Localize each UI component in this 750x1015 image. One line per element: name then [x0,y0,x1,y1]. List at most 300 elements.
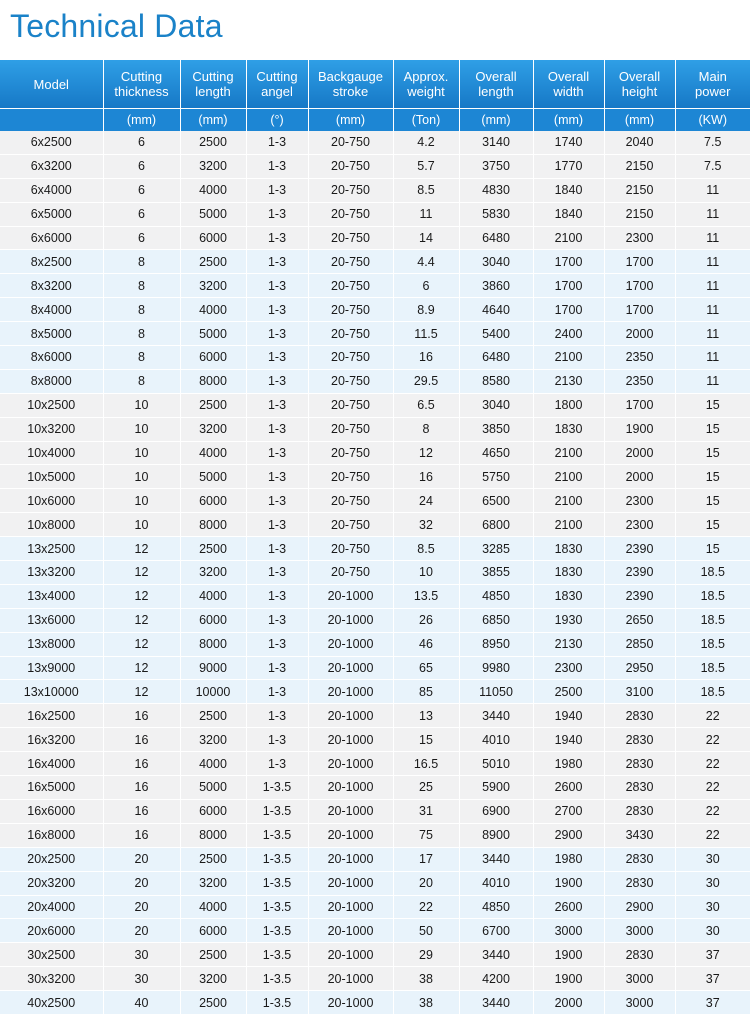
table-cell: 32 [393,513,459,537]
table-cell: 11 [675,202,750,226]
table-row [0,943,750,967]
table-cell: 8 [103,346,180,370]
table-row [0,752,750,776]
table-cell: 2830 [604,871,675,895]
table-cell: 12 [103,680,180,704]
table-cell: 2900 [604,895,675,919]
table-cell: 7.5 [675,154,750,178]
table-cell: 2400 [533,322,604,346]
table-cell: 20-1000 [308,680,393,704]
table-cell: 17 [393,847,459,871]
table-cell: 22 [393,895,459,919]
table-cell: 1700 [604,250,675,274]
table-cell: 85 [393,680,459,704]
column-header-label: Model [33,76,69,92]
column-unit: (KW) [675,109,750,132]
table-cell: 2130 [533,369,604,393]
table-cell: 20-1000 [308,728,393,752]
table-cell: 20-750 [308,178,393,202]
table-cell: 3200 [180,967,246,991]
table-cell: 1-3.5 [246,919,308,943]
table-cell: 1800 [533,393,604,417]
table-cell: 6.5 [393,393,459,417]
table-cell: 11 [675,346,750,370]
column-header [246,60,308,109]
model-cell: 6x3200 [0,154,103,178]
table-cell: 1940 [533,704,604,728]
table-cell: 2100 [533,226,604,250]
table-cell: 22 [675,776,750,800]
model-cell: 30x3200 [0,967,103,991]
table-cell: 11 [675,369,750,393]
column-header-label: angel [261,84,293,99]
table-cell: 1840 [533,178,604,202]
table-cell: 30 [675,847,750,871]
table-cell: 20-1000 [308,967,393,991]
table-cell: 15 [675,489,750,513]
table-cell: 1900 [533,943,604,967]
table-cell: 2500 [180,537,246,561]
model-cell: 10x2500 [0,393,103,417]
column-header [180,60,246,109]
table-row [0,704,750,728]
column-unit: (°) [246,109,308,132]
table-cell: 12 [103,537,180,561]
table-row [0,895,750,919]
table-cell: 6000 [180,608,246,632]
table-row [0,202,750,226]
table-cell: 75 [393,823,459,847]
table-cell: 11 [675,250,750,274]
table-cell: 2830 [604,943,675,967]
column-header-label: thickness [114,84,169,99]
column-header-label: Overall [475,69,517,84]
table-cell: 3100 [604,680,675,704]
table-cell: 2830 [604,799,675,823]
table-cell: 20-750 [308,274,393,298]
model-cell: 16x8000 [0,823,103,847]
table-cell: 16 [393,346,459,370]
table-cell: 15 [675,465,750,489]
table-cell: 2830 [604,728,675,752]
column-header [308,60,393,109]
table-cell: 13.5 [393,584,459,608]
table-row [0,489,750,513]
table-cell: 1900 [533,967,604,991]
model-cell: 16x4000 [0,752,103,776]
table-cell: 6900 [459,799,533,823]
table-cell: 3140 [459,131,533,154]
table-cell: 2500 [180,991,246,1015]
column-header-label: length [478,84,514,99]
table-cell: 8 [103,322,180,346]
model-cell: 6x4000 [0,178,103,202]
table-row [0,608,750,632]
table-cell: 8.5 [393,178,459,202]
table-cell: 20 [393,871,459,895]
table-row [0,417,750,441]
model-cell: 8x5000 [0,322,103,346]
table-cell: 6000 [180,489,246,513]
table-cell: 20-750 [308,393,393,417]
model-cell: 30x2500 [0,943,103,967]
table-cell: 1-3 [246,537,308,561]
column-unit: (mm) [308,109,393,132]
table-cell: 4000 [180,441,246,465]
table-cell: 1830 [533,537,604,561]
table-cell: 1700 [533,250,604,274]
table-cell: 26 [393,608,459,632]
column-header-label: Cutting [120,69,163,84]
table-cell: 16 [103,752,180,776]
table-cell: 2850 [604,632,675,656]
table-cell: 29 [393,943,459,967]
model-cell: 16x5000 [0,776,103,800]
table-cell: 1830 [533,584,604,608]
table-row [0,656,750,680]
table-cell: 12 [103,608,180,632]
table-cell: 1-3 [246,274,308,298]
column-header-label: weight [407,84,445,99]
table-cell: 16 [103,823,180,847]
column-header-label: stroke [332,84,369,99]
table-cell: 2830 [604,752,675,776]
table-cell: 1-3 [246,154,308,178]
table-cell: 20-1000 [308,943,393,967]
table-cell: 1-3.5 [246,799,308,823]
table-cell: 37 [675,943,750,967]
table-cell: 1-3 [246,178,308,202]
table-cell: 11050 [459,680,533,704]
table-cell: 3860 [459,274,533,298]
table-row [0,728,750,752]
table-cell: 37 [675,967,750,991]
model-cell: 8x4000 [0,298,103,322]
table-cell: 1-3 [246,584,308,608]
table-cell: 6500 [459,489,533,513]
table-cell: 20-750 [308,369,393,393]
table-cell: 1-3 [246,346,308,370]
table-cell: 20-1000 [308,656,393,680]
table-cell: 1-3.5 [246,967,308,991]
model-cell: 20x4000 [0,895,103,919]
table-row [0,823,750,847]
column-header-label: Overall [618,69,661,84]
table-cell: 20-1000 [308,919,393,943]
table-cell: 11 [675,298,750,322]
table-cell: 20-750 [308,298,393,322]
table-cell: 30 [675,895,750,919]
table-cell: 3200 [180,728,246,752]
table-cell: 1-3.5 [246,871,308,895]
table-cell: 6800 [459,513,533,537]
table-cell: 20-1000 [308,704,393,728]
table-cell: 2300 [604,226,675,250]
table-cell: 4850 [459,895,533,919]
table-cell: 2500 [180,704,246,728]
table-cell: 4640 [459,298,533,322]
table-cell: 2000 [604,465,675,489]
table-cell: 18.5 [675,561,750,585]
model-cell: 13x3200 [0,561,103,585]
table-cell: 4010 [459,871,533,895]
column-header-label: Overall [547,69,590,84]
table-cell: 2830 [604,776,675,800]
table-cell: 20-750 [308,537,393,561]
table-cell: 2900 [533,823,604,847]
table-cell: 12 [393,441,459,465]
table-cell: 20-750 [308,154,393,178]
table-cell: 20-1000 [308,799,393,823]
table-row [0,513,750,537]
table-row [0,871,750,895]
model-cell: 13x10000 [0,680,103,704]
table-cell: 1-3 [246,513,308,537]
table-cell: 20-750 [308,465,393,489]
table-cell: 1900 [533,871,604,895]
table-cell: 15 [393,728,459,752]
table-cell: 20-1000 [308,991,393,1015]
column-header [393,60,459,109]
model-cell: 16x6000 [0,799,103,823]
table-cell: 30 [675,871,750,895]
table-cell: 1900 [604,417,675,441]
table-cell: 8.5 [393,537,459,561]
model-cell: 13x4000 [0,584,103,608]
table-cell: 1-3.5 [246,991,308,1015]
table-cell: 3750 [459,154,533,178]
table-cell: 1-3 [246,680,308,704]
table-row [0,847,750,871]
table-cell: 18.5 [675,656,750,680]
table-cell: 38 [393,967,459,991]
table-cell: 6700 [459,919,533,943]
table-row [0,250,750,274]
table-cell: 20 [103,847,180,871]
table-cell: 1-3 [246,632,308,656]
table-cell: 5.7 [393,154,459,178]
table-row [0,322,750,346]
table-row [0,799,750,823]
column-header [459,60,533,109]
table-cell: 5010 [459,752,533,776]
table-cell: 3000 [604,991,675,1015]
table-cell: 5750 [459,465,533,489]
table-cell: 8000 [180,369,246,393]
table-cell: 29.5 [393,369,459,393]
table-cell: 1740 [533,131,604,154]
table-cell: 1980 [533,847,604,871]
table-cell: 37 [675,991,750,1015]
column-header [533,60,604,109]
table-cell: 6000 [180,226,246,250]
column-header [675,60,750,109]
table-cell: 8950 [459,632,533,656]
table-cell: 2130 [533,632,604,656]
table-cell: 10 [103,417,180,441]
model-cell: 10x8000 [0,513,103,537]
header-row [0,60,750,109]
table-cell: 1-3 [246,752,308,776]
table-cell: 1-3 [246,393,308,417]
column-unit: (mm) [604,109,675,132]
table-cell: 20-750 [308,250,393,274]
table-cell: 20-750 [308,226,393,250]
table-row [0,465,750,489]
table-cell: 4650 [459,441,533,465]
table-row [0,393,750,417]
model-cell: 8x2500 [0,250,103,274]
table-cell: 1-3 [246,250,308,274]
table-cell: 1-3 [246,441,308,465]
table-cell: 18.5 [675,608,750,632]
table-cell: 31 [393,799,459,823]
table-cell: 3040 [459,250,533,274]
units-row [0,109,750,132]
table-cell: 2100 [533,441,604,465]
table-cell: 3850 [459,417,533,441]
table-cell: 3000 [604,919,675,943]
table-cell: 8 [393,417,459,441]
model-cell: 20x2500 [0,847,103,871]
table-cell: 8900 [459,823,533,847]
table-cell: 50 [393,919,459,943]
model-cell: 10x5000 [0,465,103,489]
table-row [0,441,750,465]
table-cell: 16.5 [393,752,459,776]
table-cell: 20-1000 [308,608,393,632]
table-cell: 10 [103,393,180,417]
table-cell: 1-3.5 [246,943,308,967]
table-cell: 10 [103,465,180,489]
table-cell: 2100 [533,489,604,513]
table-row [0,537,750,561]
table-cell: 38 [393,991,459,1015]
table-cell: 16 [103,799,180,823]
table-cell: 2500 [180,131,246,154]
table-cell: 12 [103,632,180,656]
table-cell: 1-3.5 [246,895,308,919]
table-cell: 11 [393,202,459,226]
table-cell: 6 [393,274,459,298]
table-cell: 5000 [180,202,246,226]
table-cell: 16 [393,465,459,489]
table-cell: 20-1000 [308,823,393,847]
table-cell: 15 [675,393,750,417]
model-cell: 16x3200 [0,728,103,752]
table-cell: 15 [675,417,750,441]
table-cell: 3200 [180,274,246,298]
table-cell: 3040 [459,393,533,417]
model-cell: 20x3200 [0,871,103,895]
table-cell: 5000 [180,776,246,800]
table-cell: 20-750 [308,346,393,370]
table-cell: 3855 [459,561,533,585]
table-cell: 3200 [180,561,246,585]
table-cell: 6000 [180,919,246,943]
table-cell: 2500 [180,943,246,967]
table-cell: 5900 [459,776,533,800]
table-cell: 2650 [604,608,675,632]
table-cell: 6 [103,202,180,226]
model-cell: 20x6000 [0,919,103,943]
table-cell: 20 [103,919,180,943]
table-cell: 20-1000 [308,871,393,895]
table-row [0,369,750,393]
page-title: Technical Data [10,8,223,44]
table-cell: 2300 [604,513,675,537]
table-cell: 1-3 [246,704,308,728]
table-cell: 22 [675,728,750,752]
model-cell: 6x6000 [0,226,103,250]
table-cell: 18.5 [675,680,750,704]
table-cell: 6000 [180,346,246,370]
table-cell: 12 [103,561,180,585]
column-unit: (mm) [180,109,246,132]
table-cell: 5000 [180,465,246,489]
column-header-label: Cutting [192,69,234,84]
table-cell: 8 [103,250,180,274]
table-cell: 12 [103,656,180,680]
table-cell: 7.5 [675,131,750,154]
table-cell: 10 [103,513,180,537]
table-cell: 18.5 [675,584,750,608]
table-cell: 4850 [459,584,533,608]
table-row [0,584,750,608]
table-cell: 22 [675,799,750,823]
table-row [0,967,750,991]
table-cell: 20-1000 [308,895,393,919]
table-row [0,131,750,154]
column-unit: (mm) [103,109,180,132]
table-cell: 2500 [180,250,246,274]
model-cell: 8x3200 [0,274,103,298]
table-cell: 2000 [533,991,604,1015]
table-cell: 20-750 [308,202,393,226]
table-cell: 24 [393,489,459,513]
table-cell: 1940 [533,728,604,752]
table-cell: 20-1000 [308,847,393,871]
column-header-label: Backgauge [317,69,384,84]
table-cell: 2000 [604,322,675,346]
column-header-label: power [695,84,731,99]
model-cell: 10x6000 [0,489,103,513]
table-cell: 20-1000 [308,632,393,656]
table-cell: 3285 [459,537,533,561]
table-cell: 1-3 [246,728,308,752]
table-cell: 4000 [180,178,246,202]
technical-data-table [0,60,750,1015]
table-cell: 4.4 [393,250,459,274]
table-cell: 13 [393,704,459,728]
table-cell: 4000 [180,752,246,776]
table-cell: 20-750 [308,441,393,465]
table-cell: 2600 [533,776,604,800]
table-cell: 8000 [180,632,246,656]
table-cell: 11 [675,226,750,250]
table-cell: 8000 [180,513,246,537]
table-cell: 6 [103,131,180,154]
table-row [0,226,750,250]
table-cell: 2350 [604,346,675,370]
table-cell: 1830 [533,417,604,441]
table-cell: 2100 [533,346,604,370]
table-cell: 10 [103,441,180,465]
table-cell: 5400 [459,322,533,346]
table-cell: 1980 [533,752,604,776]
table-row [0,346,750,370]
model-cell: 13x2500 [0,537,103,561]
